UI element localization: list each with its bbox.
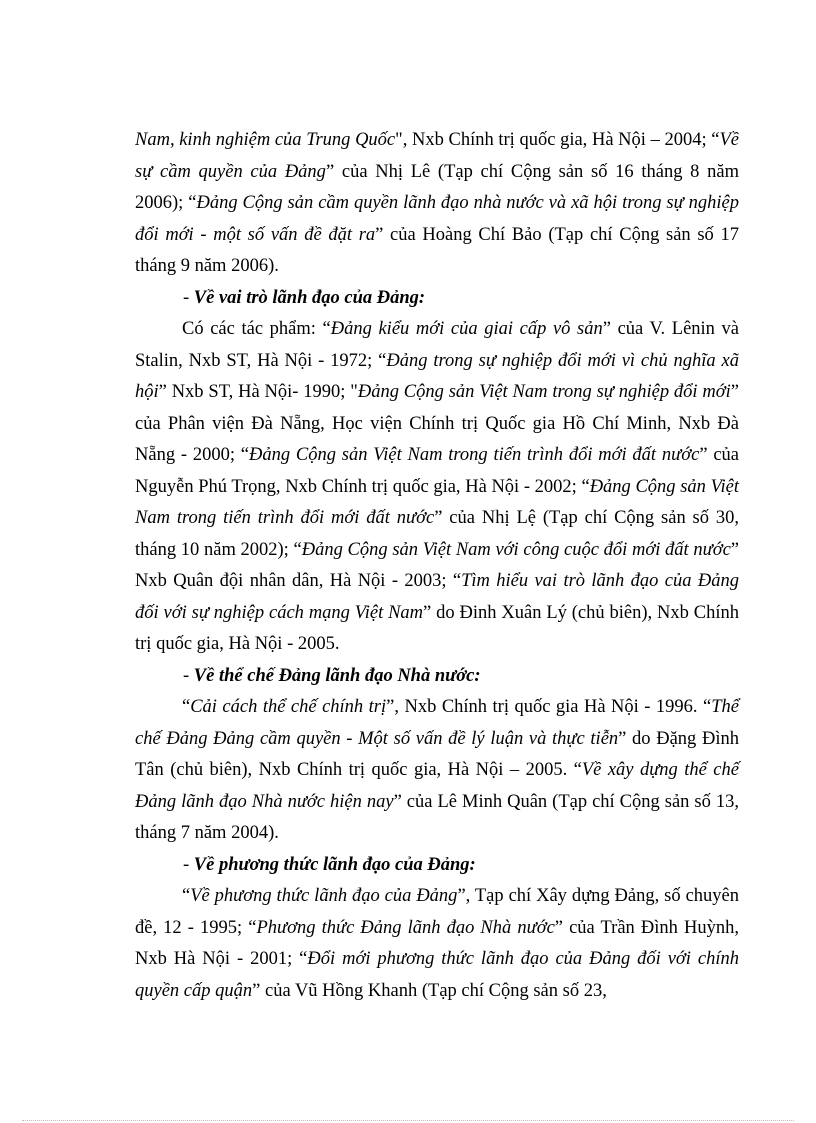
text-run: ” Nxb ST, Hà Nội- 1990; " bbox=[158, 382, 358, 402]
body-paragraph bbox=[135, 314, 739, 661]
heading-dash: - bbox=[183, 287, 194, 308]
work-title: Cải cách thể chế chính trị bbox=[190, 697, 387, 717]
section-heading bbox=[135, 283, 739, 315]
heading-dash: - bbox=[183, 665, 194, 686]
text-run: ” do Đặng Đình Tân (chủ biên), Nxb Chính trị quốc gia, Hà Nội – 2005. “ bbox=[135, 728, 739, 780]
text-run: ” do Đinh Xuân Lý (chủ biên), Nxb Chính trị quốc gia, Hà Nội - 2005. bbox=[135, 602, 739, 654]
text-run: ” của Vũ Hồng Khanh (Tạp chí Cộng sản số 23, bbox=[252, 980, 607, 1001]
text-run: ", Nxb Chính trị quốc gia, Hà Nội – 2004; “ bbox=[395, 130, 720, 150]
page-bottom-divider bbox=[22, 1120, 794, 1121]
work-title: Đảng kiểu mới của giai cấp vô sản bbox=[330, 319, 603, 339]
document-page bbox=[135, 125, 739, 1007]
text-run: ” của Trần Đình Huỳnh, Nxb Hà Nội - 2001; “ bbox=[135, 917, 739, 969]
text-run: ” của Hoàng Chí Bảo (Tạp chí Cộng sản số 17 tháng 9 năm 2006). bbox=[135, 224, 739, 276]
text-run: ” của V. Lênin và Stalin, Nxb ST, Hà Nội - 1972; “ bbox=[135, 319, 739, 371]
heading-title: Về phương thức lãnh đạo của Đảng: bbox=[193, 854, 476, 875]
text-run: ” Nxb Quân đội nhân dân, Hà Nội - 2003; “ bbox=[135, 539, 740, 591]
section-heading bbox=[135, 661, 739, 693]
work-title: Đảng Cộng sản Việt Nam trong tiến trình đổi mới đất nước bbox=[135, 476, 739, 528]
body-paragraph bbox=[135, 692, 739, 850]
work-title: Đảng Cộng sản Việt Nam với công cuộc đổi mới đất nước bbox=[301, 539, 731, 560]
work-title: Đổi mới phương thức lãnh đạo của Đảng đối với chính quyền cấp quận bbox=[135, 949, 739, 1001]
work-title: Về sự cầm quyền của Đảng bbox=[135, 130, 739, 182]
heading-dash: - bbox=[183, 854, 194, 875]
text-run: “ bbox=[182, 697, 191, 717]
text-run: Có các tác phẩm: “ bbox=[182, 319, 331, 339]
work-title: Đảng Cộng sản Việt Nam trong sự nghiệp đổi mới bbox=[357, 382, 731, 402]
work-title: Phương thức Đảng lãnh đạo Nhà nước bbox=[256, 917, 555, 938]
text-run: ” của Nhị Lê (Tạp chí Cộng sản số 16 tháng 8 năm 2006); “ bbox=[135, 161, 739, 213]
text-run: ” của Lê Minh Quân (Tạp chí Cộng sản số 13, tháng 7 năm 2004). bbox=[135, 791, 740, 843]
heading-title: Về vai trò lãnh đạo của Đảng: bbox=[193, 287, 426, 308]
work-title: Đảng Cộng sản cầm quyền lãnh đạo nhà nước và xã hội trong sự nghiệp đổi mới - một số vấn đề đặt ra bbox=[135, 193, 739, 245]
section-heading bbox=[135, 850, 739, 882]
text-run: ” của Phân viện Đà Nẵng, Học viện Chính trị Quốc gia Hồ Chí Minh, Nxb Đà Nẵng - 2000; “ bbox=[135, 382, 740, 465]
text-run: ”, Nxb Chính trị quốc gia Hà Nội - 1996. “ bbox=[386, 697, 712, 717]
work-title: Đảng Cộng sản Việt Nam trong tiến trình đổi mới đất nước bbox=[249, 445, 700, 465]
work-title: Tìm hiểu vai trò lãnh đạo của Đảng đối với sự nghiệp cách mạng Việt Nam bbox=[135, 571, 739, 623]
text-run: ”, Tạp chí Xây dựng Đảng, số chuyên đề, 12 - 1995; “ bbox=[135, 886, 739, 938]
text-run: ” của Nguyễn Phú Trọng, Nxb Chính trị quốc gia, Hà Nội - 2002; “ bbox=[135, 445, 739, 497]
work-title: Về xây dựng thể chế Đảng lãnh đạo Nhà nước hiện nay bbox=[135, 760, 739, 812]
work-title: Thể chế Đảng Đảng cầm quyền - Một số vấn đề lý luận và thực tiễn bbox=[135, 697, 739, 749]
work-title: Đảng trong sự nghiệp đổi mới vì chủ nghĩa xã hội bbox=[135, 350, 739, 402]
heading-title: Về thể chế Đảng lãnh đạo Nhà nước: bbox=[193, 665, 481, 686]
work-title: Nam, kinh nghiệm của Trung Quốc bbox=[135, 130, 396, 150]
text-run: ” của Nhị Lệ (Tạp chí Cộng sản số 30, tháng 10 năm 2002); “ bbox=[135, 508, 739, 560]
body-paragraph bbox=[135, 125, 739, 283]
body-paragraph bbox=[135, 881, 739, 1007]
work-title: Về phương thức lãnh đạo của Đảng bbox=[190, 886, 458, 906]
text-run: “ bbox=[182, 886, 191, 906]
